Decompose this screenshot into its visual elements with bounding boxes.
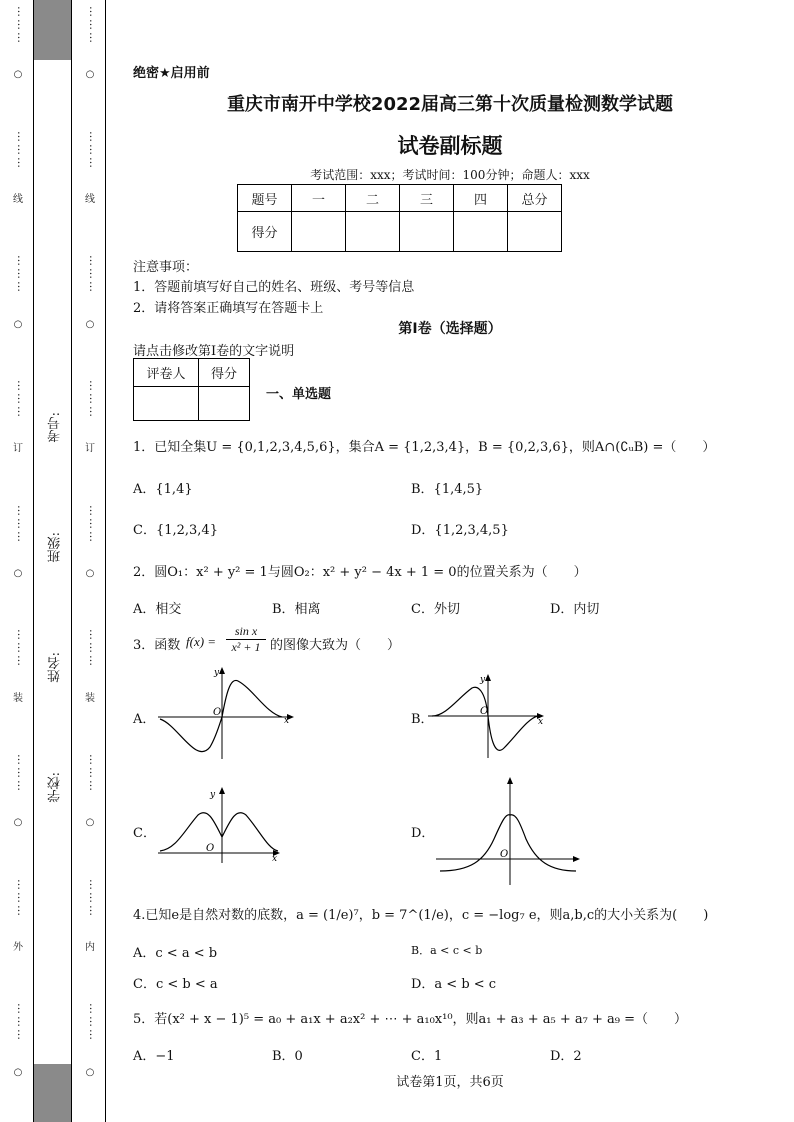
margin-line-1 (33, 0, 34, 1122)
curve (160, 813, 278, 851)
q2-option-d[interactable]: D．内切 (550, 602, 600, 617)
y-axis-arrow-icon (219, 667, 225, 674)
q2-stem: 2．圆O₁：x² + y² = 1与圆O₂：x² + y² − 4x + 1 = 0的位置关系为（ ） (133, 565, 587, 580)
origin-label: O (213, 707, 222, 718)
x-axis-arrow-icon (573, 856, 580, 862)
q3-denominator: x² + 1 (231, 640, 261, 654)
seal-circle-icon: ○ (13, 318, 23, 330)
dotted-line-mark: ……… (87, 6, 100, 45)
note-item: 2．请将答案正确填写在答题卡上 (133, 301, 324, 316)
dotted-line-mark: ……… (87, 754, 100, 793)
dotted-line-mark: ……… (87, 1003, 100, 1043)
q4-option-a[interactable]: A．c < a < b (133, 946, 218, 961)
seal-mark-char: 装 (85, 692, 95, 704)
q4-option-c[interactable]: C．c < b < a (133, 977, 218, 992)
q1-option-b[interactable]: B．{1,4,5} (411, 482, 484, 497)
q3-graph-d (436, 775, 586, 887)
q3-option-c[interactable]: C． (133, 826, 156, 841)
dotted-line-mark: ……… (15, 629, 28, 669)
seal-circle-icon: ○ (13, 69, 23, 81)
q1-option-a[interactable]: A．{1,4} (133, 482, 193, 497)
seal-mark-char: 订 (85, 443, 95, 455)
y-axis-label: y (480, 675, 486, 685)
score-header: 总分 (508, 185, 562, 212)
q1-option-d[interactable]: D．{1,2,3,4,5} (411, 523, 509, 538)
margin-gray-bottom (34, 1064, 71, 1122)
dotted-line-mark: ……… (15, 255, 28, 295)
score-table (237, 184, 562, 252)
part1-instruction: 请点击修改第I卷的文字说明 (133, 344, 295, 359)
seal-circle-icon: ○ (13, 1066, 23, 1078)
dotted-line-mark: ……… (87, 504, 100, 544)
dotted-line-mark: ……… (87, 878, 100, 918)
q2-option-b[interactable]: B．相离 (272, 602, 321, 617)
y-axis-label: y (210, 790, 216, 800)
q3-option-b[interactable]: B． (411, 712, 434, 727)
notes-title: 注意事项： (133, 260, 199, 275)
dotted-line-mark: ……… (15, 130, 28, 170)
dotted-line-mark: ……… (15, 878, 28, 918)
origin-label: O (480, 706, 489, 717)
seal-mark-char: 线 (85, 194, 95, 205)
score-header: 一 (292, 185, 346, 212)
y-axis-arrow-icon (485, 674, 491, 681)
dotted-line-mark: ……… (87, 629, 100, 669)
exam-subtitle: 试卷副标题 (397, 134, 503, 158)
margin-gray-top (34, 0, 71, 60)
seal-circle-icon: ○ (85, 1066, 95, 1078)
seal-mark-char: 装 (13, 692, 23, 704)
q3-option-d[interactable]: D． (411, 826, 435, 841)
dotted-line-mark: ……… (15, 504, 28, 544)
q5-stem: 5．若(x² + x − 1)⁵ = a₀ + a₁x + a₂x² + ⋯ + a₁₀x¹⁰，则a₁ + a₃ + a₅ + a₇ + a₉ =（ ） (133, 1012, 688, 1027)
x-axis-label: x (538, 717, 544, 727)
q3-graph-a (158, 665, 298, 760)
exam-title: 重庆市南开中学校2022届高三第十次质量检测数学试题 (226, 94, 674, 115)
score-header: 三 (400, 185, 454, 212)
exam-info: 考试范围：xxx；考试时间：100分钟；命题人：xxx (310, 168, 590, 182)
seal-mark-char: 订 (13, 443, 23, 455)
score-cell[interactable] (454, 212, 508, 252)
x-axis-label: x (284, 716, 290, 726)
q4-option-b[interactable]: B．a < c < b (411, 944, 483, 957)
section-title: 一、单选题 (266, 387, 332, 402)
q3-function: f(x) = (186, 634, 217, 649)
score-cell[interactable] (292, 212, 346, 252)
grader-header: 评卷人 (134, 359, 199, 387)
q3-option-a[interactable]: A． (133, 712, 156, 727)
score-cell[interactable] (346, 212, 400, 252)
grader-table (133, 358, 250, 421)
score-cell[interactable] (400, 212, 454, 252)
q5-option-c[interactable]: C．1 (411, 1049, 443, 1064)
seal-mark-char: 线 (13, 194, 23, 205)
q4-option-d[interactable]: D．a < b < c (411, 977, 497, 992)
q1-option-c[interactable]: C．{1,2,3,4} (133, 523, 218, 538)
y-axis-label: y (214, 668, 220, 678)
dotted-line-mark: ……… (87, 255, 100, 295)
dotted-line-mark: ……… (15, 1003, 28, 1043)
exam-number-field: 考号: (48, 412, 63, 443)
score-header: 四 (454, 185, 508, 212)
margin-line-2 (71, 0, 72, 1122)
name-field: 姓名: (48, 652, 63, 683)
q4-stem: 4.已知e是自然对数的底数，a = (1/e)⁷，b = 7^(1/e)，c = −log₇ e，则a,b,c的大小关系为( ) (133, 908, 709, 923)
q5-option-b[interactable]: B．0 (272, 1049, 303, 1064)
q2-option-c[interactable]: C．外切 (411, 602, 460, 617)
dotted-line-mark: ……… (87, 380, 100, 419)
curve (432, 687, 538, 750)
origin-label: O (500, 849, 509, 860)
score-cell[interactable] (508, 212, 562, 252)
score-header: 二 (346, 185, 400, 212)
q3-stem-suffix: 的图像大致为（ ） (270, 638, 401, 653)
curve (440, 815, 576, 871)
origin-label: O (206, 843, 215, 854)
school-field: 学校: (48, 772, 63, 803)
seal-mark-char: 外 (13, 942, 23, 953)
x-axis-label: x (272, 854, 278, 864)
q2-option-a[interactable]: A．相交 (133, 602, 182, 617)
score-row-label: 得分 (238, 212, 292, 252)
part1-title: 第I卷（选择题） (398, 321, 502, 337)
q3-stem-prefix: 3．函数 (133, 638, 181, 653)
q1-stem: 1．已知全集U = {0,1,2,3,4,5,6}，集合A = {1,2,3,4}，B = {0,2,3,6}，则A∩(∁ᵤB) =（ ） (133, 440, 716, 455)
grader-cell[interactable] (199, 387, 250, 421)
seal-circle-icon: ○ (85, 318, 95, 330)
seal-circle-icon: ○ (13, 817, 23, 829)
y-axis-arrow-icon (507, 777, 513, 784)
q3-fraction (226, 624, 266, 655)
y-axis-arrow-icon (219, 787, 225, 794)
q3-numerator: sin x (226, 624, 266, 640)
page-footer: 试卷第1页，共6页 (396, 1075, 504, 1090)
score-header: 题号 (238, 185, 292, 212)
seal-circle-icon: ○ (85, 568, 95, 579)
secret-label: 绝密★启用前 (133, 66, 210, 81)
seal-circle-icon: ○ (85, 69, 95, 81)
grader-header: 得分 (199, 359, 250, 387)
grader-cell[interactable] (134, 387, 199, 421)
q3-graph-b (428, 672, 553, 760)
q3-graph-c (158, 785, 288, 865)
q5-option-a[interactable]: A．−1 (133, 1049, 175, 1064)
seal-circle-icon: ○ (85, 817, 95, 829)
seal-circle-icon: ○ (13, 568, 23, 579)
note-item: 1．答题前填写好自己的姓名、班级、考号等信息 (133, 280, 415, 295)
dotted-line-mark: ……… (87, 130, 100, 170)
class-field: 班级: (48, 532, 63, 563)
seal-mark-char: 内 (85, 942, 95, 953)
q5-option-d[interactable]: D．2 (550, 1049, 582, 1064)
dotted-line-mark: ……… (15, 380, 28, 419)
dotted-line-mark: ……… (15, 6, 28, 45)
dotted-line-mark: ……… (15, 754, 28, 793)
